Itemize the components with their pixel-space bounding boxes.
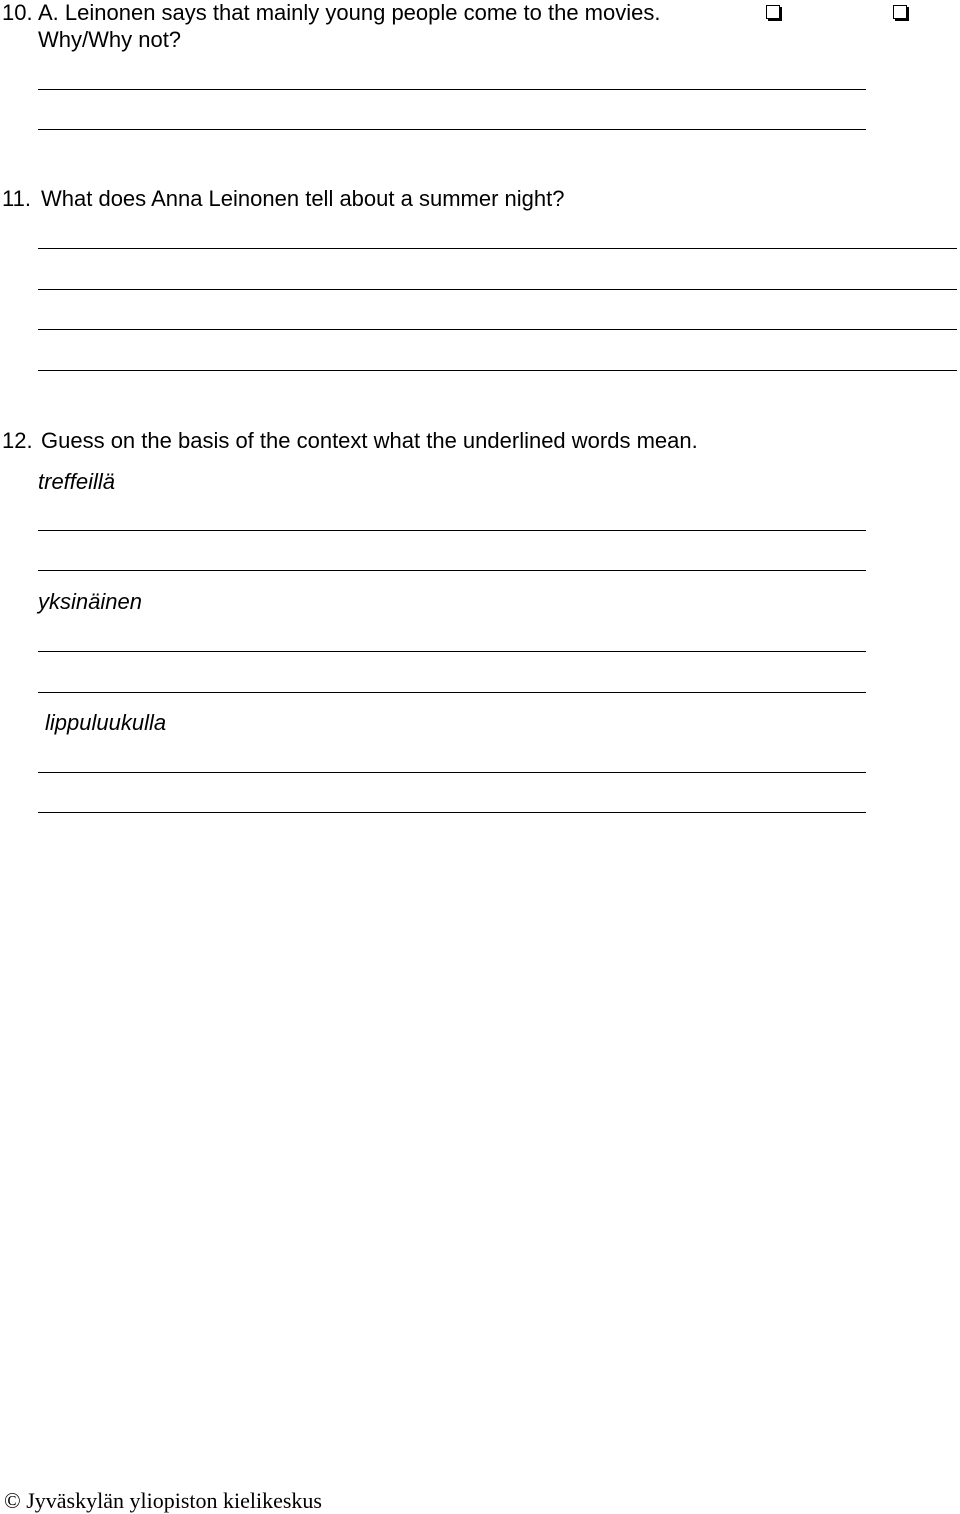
q12-number: 12. bbox=[2, 428, 33, 453]
false-checkbox[interactable] bbox=[893, 5, 907, 19]
q10-question-line1: A. Leinonen says that mainly young people come to the movies. bbox=[38, 0, 661, 25]
q12-word3-answer-line-1[interactable] bbox=[38, 772, 866, 773]
q11-number: 11. bbox=[2, 186, 31, 211]
q12-word1-answer-line-1[interactable] bbox=[38, 530, 866, 531]
q11-answer-line-3[interactable] bbox=[38, 329, 957, 330]
q10-number: 10. bbox=[2, 0, 33, 25]
q12-word2-answer-line-2[interactable] bbox=[38, 692, 866, 693]
q11-answer-line-1[interactable] bbox=[38, 248, 957, 249]
q10-question-line2: Why/Why not? bbox=[38, 27, 182, 52]
q11-answer-line-2[interactable] bbox=[38, 289, 957, 290]
q12-word-lippuluukulla: lippuluukulla bbox=[45, 710, 167, 735]
copyright-icon: © bbox=[4, 1488, 21, 1513]
true-checkbox[interactable] bbox=[766, 5, 780, 19]
footer-institution: Jyväskylän yliopiston kielikeskus bbox=[26, 1488, 322, 1513]
q10-answer-line-2[interactable] bbox=[38, 129, 866, 130]
q12-word3-answer-line-2[interactable] bbox=[38, 812, 866, 813]
q11-question: What does Anna Leinonen tell about a summer night? bbox=[41, 186, 565, 211]
q12-word-treffeilla: treffeillä bbox=[38, 469, 116, 494]
q12-word-yksinainen: yksinäinen bbox=[38, 589, 142, 614]
q12-word1-answer-line-2[interactable] bbox=[38, 570, 866, 571]
q12-word2-answer-line-1[interactable] bbox=[38, 651, 866, 652]
footer-copyright bbox=[4, 1488, 322, 1514]
q12-question: Guess on the basis of the context what the underlined words mean. bbox=[41, 428, 698, 453]
q11-answer-line-4[interactable] bbox=[38, 370, 957, 371]
q10-answer-line-1[interactable] bbox=[38, 89, 866, 90]
